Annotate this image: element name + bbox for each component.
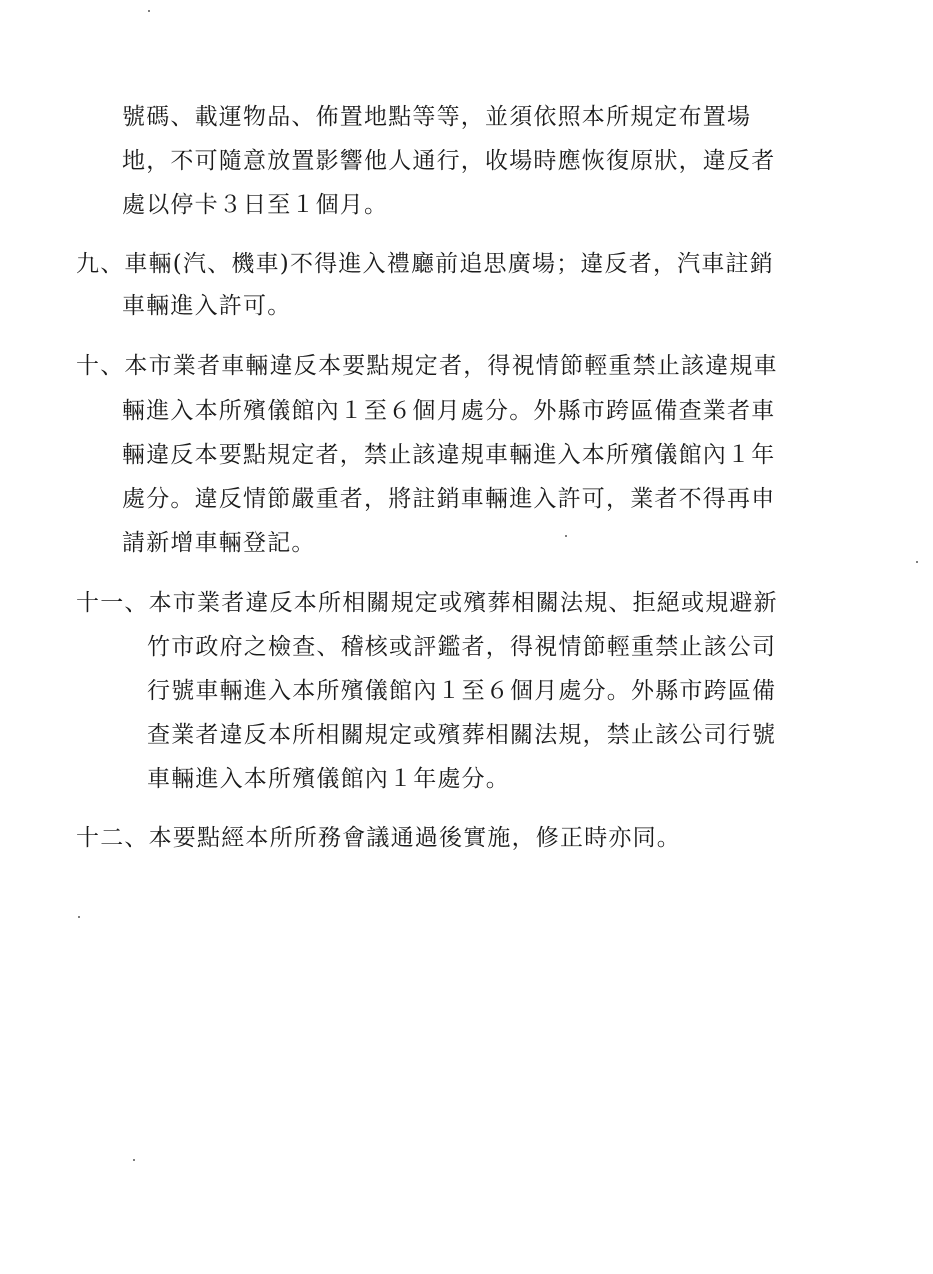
item-nine-line-2: 車輛進入許可。 — [122, 293, 292, 319]
scan-speck — [148, 10, 150, 12]
item-ten-line-5: 請新增車輛登記。 — [122, 530, 316, 556]
item-twelve-line-1: 十二、本要點經本所所務會議通過後實施，修正時亦同。 — [76, 825, 681, 851]
item-eleven-line-2: 竹市政府之檢查、稽核或評鑑者，得視情節輕重禁止該公司 — [147, 634, 777, 660]
item-eleven-line-3: 行號車輛進入本所殯儀館內１至６個月處分。外縣市跨區備 — [147, 678, 777, 704]
item-eleven-line-4: 查業者違反本所相關規定或殯葬相關法規，禁止該公司行號 — [147, 722, 777, 748]
continuation-line-3: 處以停卡３日至１個月。 — [122, 192, 389, 218]
scan-speck — [916, 561, 918, 563]
item-nine-line-1: 九、車輛(汽、機車)不得進入禮廳前追思廣場；違反者，汽車註銷 — [76, 251, 774, 277]
scan-speck — [133, 1159, 135, 1161]
scan-speck — [78, 916, 80, 918]
continuation-line-1: 號碼、載運物品、佈置地點等等，並須依照本所規定布置場 — [122, 104, 752, 130]
item-ten-line-1: 十、本市業者車輛違反本要點規定者，得視情節輕重禁止該違規車 — [76, 353, 778, 379]
item-ten-line-4: 處分。違反情節嚴重者，將註銷車輛進入許可，業者不得再申 — [122, 486, 776, 512]
continuation-line-2: 地，不可隨意放置影響他人通行，收場時應恢復原狀，違反者 — [122, 148, 776, 174]
item-ten-line-3: 輛違反本要點規定者，禁止該違規車輛進入本所殯儀館內１年 — [122, 442, 776, 468]
item-eleven-line-1: 十一、本市業者違反本所相關規定或殯葬相關法規、拒絕或規避新 — [76, 590, 778, 616]
item-ten-line-2: 輛進入本所殯儀館內１至６個月處分。外縣市跨區備查業者車 — [122, 398, 776, 424]
item-eleven-line-5: 車輛進入本所殯儀館內１年處分。 — [147, 766, 510, 792]
scan-speck — [565, 535, 567, 537]
